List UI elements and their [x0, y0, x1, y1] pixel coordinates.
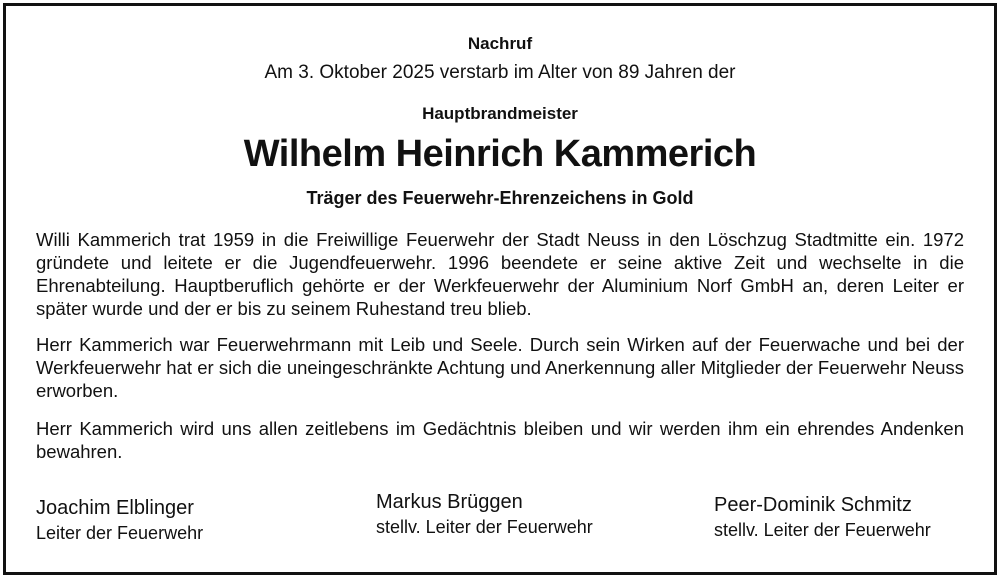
deceased-honor: Träger des Feuerwehr-Ehrenzeichens in Gold: [306, 188, 694, 208]
body-paragraph-remembrance: Herr Kammerich wird uns allen zeitlebens im Gedächtnis bleiben und wir werden ihm ein ehrendes Andenken bewahren.: [36, 418, 964, 462]
signature-block: [714, 492, 931, 542]
body-paragraph-tribute: Herr Kammerich war Feuerwehrmann mit Leib und Seele. Durch sein Wirken auf der Feuerwache und bei der Werkfeuerwehr hat er sich die uneingeschränkte Achtung und Anerkennung aller Mitglieder der Feuerwehr Neuss erworben.: [36, 334, 964, 401]
signature-name: Joachim Elblinger: [36, 497, 194, 519]
signature-role: stellv. Leiter der Feuerwehr: [714, 520, 931, 540]
notice-heading: Nachruf: [467, 34, 533, 53]
deceased-name: Wilhelm Heinrich Kammerich: [243, 133, 757, 175]
signature-role: stellv. Leiter der Feuerwehr: [376, 517, 593, 537]
notice-intro: Am 3. Oktober 2025 verstarb im Alter von 89 Jahren der: [264, 62, 736, 83]
signature-name: Peer-Dominik Schmitz: [714, 494, 912, 516]
signature-role: Leiter der Feuerwehr: [36, 523, 204, 543]
deceased-rank: Hauptbrandmeister: [422, 104, 578, 123]
signature-block: [36, 495, 203, 545]
body-paragraph-career: Willi Kammerich trat 1959 in die Freiwillige Feuerwehr der Stadt Neuss in den Löschzug Stadtmitte ein. 1972 gründete und leitete er die Jugendfeuerwehr. 1996 beendete er seine aktive Zeit und wechselte in die Ehrenabteilung. Hauptberuflich gehörte er der Werkfeuerwehr der Aluminium Norf GmbH an, deren Leiter er später wurde und der er bis zu seinem Ruhestand treu blieb.: [36, 229, 964, 319]
signature-name: Markus Brüggen: [376, 491, 523, 513]
signature-block: [376, 489, 593, 539]
